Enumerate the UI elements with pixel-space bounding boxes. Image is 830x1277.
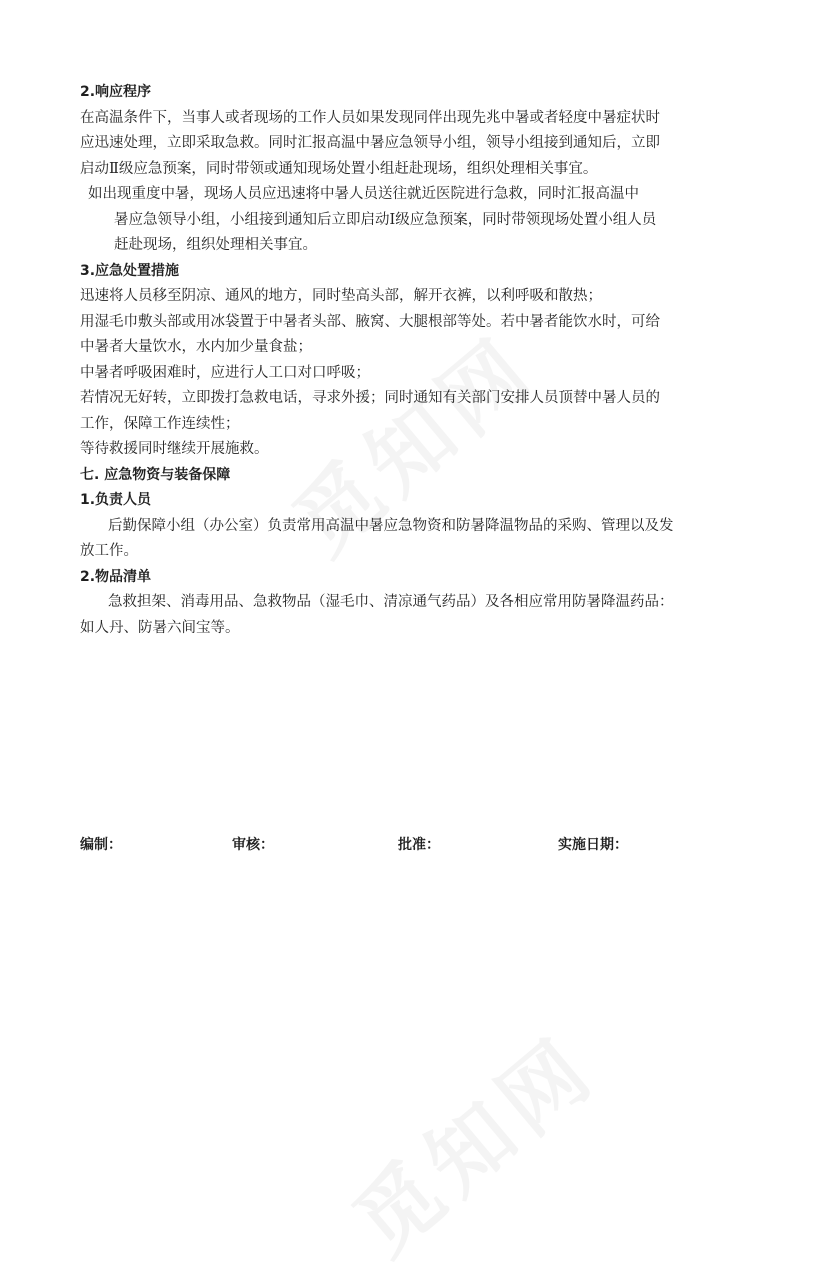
paragraph-line: 应迅速处理，立即采取急救。同时汇报高温中暑应急领导小组，领导小组接到通知后，立即 [80,135,660,151]
paragraph-line: 放工作。 [80,543,138,559]
list-item: 迅速将人员移至阴凉、通风的地方，同时垫高头部，解开衣裤，以利呼吸和散热； [80,288,602,304]
signature-date-label: 实施日期： [558,837,628,853]
paragraph-line: 赶赴现场，组织处理相关事宜。 [114,237,317,253]
subsection-heading-item-list: 2.物品清单 [80,568,152,585]
paragraph-line: 如人丹、防暑六间宝等。 [80,619,240,636]
paragraph-line: 如出现重度中暑，现场人员应迅速将中暑人员送往就近医院进行急救，同时汇报高温中 [88,186,639,202]
document-body [80,80,752,641]
paragraph-line: 启动Ⅱ级应急预案，同时带领或通知现场处置小组赶赴现场，组织处理相关事宜。 [80,160,598,177]
paragraph-line: 急救担架、消毒用品、急救物品（湿毛巾、清凉通气药品）及各相应常用防暑降温药品： [108,594,674,610]
signature-approve-label: 批准： [398,837,440,853]
signature-row [80,834,752,860]
list-item: 若情况无好转，立即拨打急救电话，寻求外援；同时通知有关部门安排人员顶替中暑人员的 [80,390,660,406]
signature-compile-label: 编制： [80,837,122,853]
list-item: 等待救援同时继续开展施救。 [80,441,269,457]
subsection-heading-responsible: 1.负责人员 [80,492,152,508]
signature-review-label: 审核： [232,837,274,853]
paragraph-line: 后勤保障小组（办公室）负责常用高温中暑应急物资和防暑降温物品的采购、管理以及发 [108,517,674,534]
paragraph-line: 暑应急领导小组，小组接到通知后立即启动Ⅰ级应急预案，同时带领现场处置小组人员 [114,211,657,228]
watermark [324,1004,618,1277]
section-heading-response-procedure: 2.响应程序 [80,84,152,100]
section-heading-supplies: 七. 应急物资与装备保障 [80,466,231,483]
list-item: 中暑者大量饮水，水内加少量食盐； [80,339,312,355]
list-item: 中暑者呼吸困难时，应进行人工口对口呼吸； [80,364,370,381]
section-heading-emergency-measures: 3.应急处置措施 [80,262,180,279]
list-item: 用湿毛巾敷头部或用冰袋置于中暑者头部、腋窝、大腿根部等处。若中暑者能饮水时，可给 [80,313,660,330]
paragraph-line: 在高温条件下，当事人或者现场的工作人员如果发现同伴出现先兆中暑或者轻度中暑症状时 [80,109,660,126]
list-item: 工作，保障工作连续性； [80,415,240,432]
